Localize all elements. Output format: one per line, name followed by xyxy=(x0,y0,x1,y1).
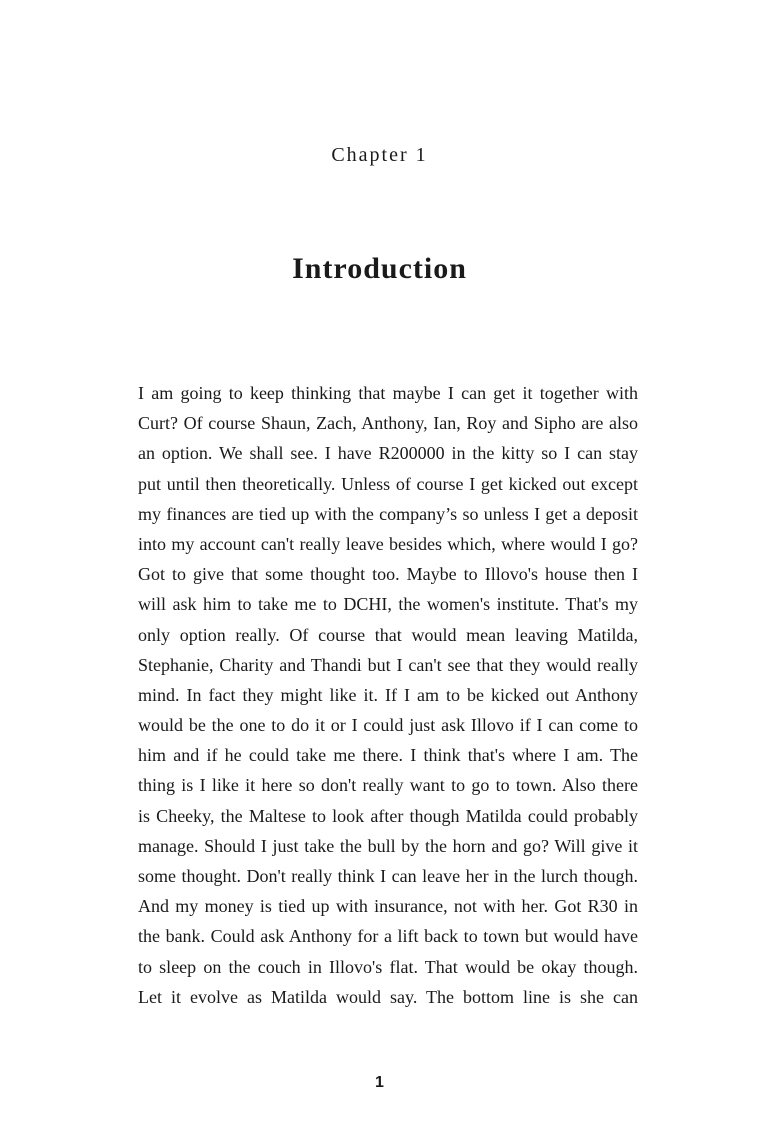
text-line: is Cheeky, the Maltese to look after though Matilda could probably xyxy=(138,805,638,826)
text-line: Curt? Of course Shaun, Zach, Anthony, Ian, Roy and Sipho are also xyxy=(138,413,638,434)
text-line: to sleep on the couch in Illovo's flat. That would be okay though. xyxy=(138,956,638,977)
text-line: Let it evolve as Matilda would say. The bottom line is she can xyxy=(138,986,638,1007)
text-line: my finances are tied up with the company’s so unless I get a deposit xyxy=(138,503,638,524)
text-line: the bank. Could ask Anthony for a lift back to town but would have xyxy=(138,926,638,947)
text-line: into my account can't really leave besides which, where would I go? xyxy=(138,533,638,554)
text-line: mind. In fact they might like it. If I am to be kicked out Anthony xyxy=(138,684,638,705)
text-line: only option really. Of course that would mean leaving Matilda, xyxy=(138,624,638,645)
text-line: some thought. Don't really think I can leave her in the lurch though. xyxy=(138,866,638,886)
chapter-title: Introduction xyxy=(292,252,467,285)
text-line: an option. We shall see. I have R200000 in the kitty so I can stay xyxy=(138,443,638,464)
text-line: And my money is tied up with insurance, not with her. Got R30 in xyxy=(138,896,638,917)
text-line: thing is I like it here so don't really want to go to town. Also there xyxy=(138,775,638,796)
text-line: him and if he could take me there. I think that's where I am. The xyxy=(138,745,638,766)
text-line: manage. Should I just take the bull by the horn and go? Will give it xyxy=(138,835,638,856)
text-line: Stephanie, Charity and Thandi but I can't see that they would really xyxy=(138,654,638,675)
page-number: 1 xyxy=(375,1074,384,1091)
text-line: Got to give that some thought too. Maybe to Illovo's house then I xyxy=(138,564,638,585)
text-line: put until then theoretically. Unless of course I get kicked out except xyxy=(138,473,638,494)
chapter-label: Chapter 1 xyxy=(331,144,428,166)
text-line: would be the one to do it or I could just ask Illovo if I can come to xyxy=(138,715,638,736)
body-text xyxy=(138,378,638,1012)
text-line: will ask him to take me to DCHI, the women's institute. That's my xyxy=(138,594,638,615)
text-line: I am going to keep thinking that maybe I can get it together with xyxy=(138,383,638,403)
